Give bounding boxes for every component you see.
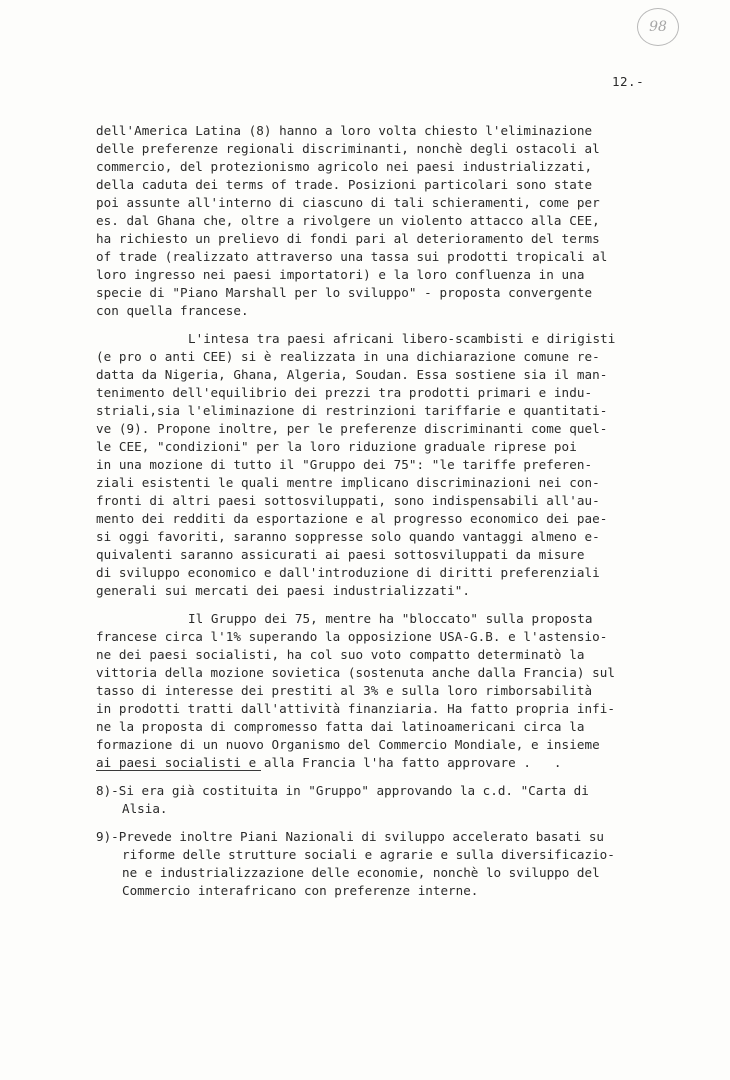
text-line: dell'America Latina (8) hanno a loro volta chiesto l'eliminazione xyxy=(96,123,593,138)
paragraph xyxy=(96,122,686,320)
body-text xyxy=(96,122,686,782)
text-line: datta da Nigeria, Ghana, Algeria, Soudan. Essa sostiene sia il man- xyxy=(96,367,608,382)
text-line: le CEE, "condizioni" per la loro riduzione graduale riprese poi xyxy=(96,439,577,454)
text-line: si oggi favoriti, saranno soppresse solo quando vantaggi almeno e- xyxy=(96,529,600,544)
text-line: ve (9). Propone inoltre, per le preferenze discriminanti come quel- xyxy=(96,421,608,436)
text-line: poi assunte all'interno di ciascuno di tali schieramenti, come per xyxy=(96,195,600,210)
footnote-line: 9)-Prevede inoltre Piani Nazionali di sviluppo accelerato basati su xyxy=(96,829,604,844)
text-line: (e pro o anti CEE) si è realizzata in una dichiarazione comune re- xyxy=(96,349,600,364)
text-line: L'intesa tra paesi africani libero-scambisti e dirigisti xyxy=(188,331,616,346)
text-line: es. dal Ghana che, oltre a rivolgere un violento attacco alla CEE, xyxy=(96,213,600,228)
archive-stamp: 98 xyxy=(637,8,679,46)
paragraph xyxy=(96,330,686,600)
text-line: fronti di altri paesi sottosviluppati, sono indispensabili all'au- xyxy=(96,493,600,508)
paragraph xyxy=(96,610,686,772)
text-line: striali,sia l'eliminazione di restrinzioni tariffarie e quantitati- xyxy=(96,403,608,418)
text-line: mento dei redditi da esportazione e al progresso economico dei pae- xyxy=(96,511,608,526)
text-line: ai paesi socialisti e alla Francia l'ha fatto approvare . . xyxy=(96,755,562,770)
text-line: tasso di interesse dei prestiti al 3% e sulla loro rimborsabilità xyxy=(96,683,593,698)
text-line: ne la proposta di compromesso fatta dai latinoamericani circa la xyxy=(96,719,585,734)
text-line: generali sui mercati dei paesi industrializzati". xyxy=(96,583,470,598)
footnote-line: ne e industrializzazione delle economie, nonchè lo sviluppo del xyxy=(122,865,600,880)
text-line: della caduta dei terms of trade. Posizioni particolari sono state xyxy=(96,177,593,192)
page-number: 12.- xyxy=(612,74,645,89)
text-line: ne dei paesi socialisti, ha col suo voto compatto determinatò la xyxy=(96,647,585,662)
footnote xyxy=(96,782,686,818)
footnote xyxy=(96,828,686,900)
text-line: in una mozione di tutto il "Gruppo dei 75": "le tariffe preferen- xyxy=(96,457,593,472)
text-line: in prodotti tratti dall'attività finanziaria. Ha fatto propria infi- xyxy=(96,701,615,716)
text-line: ziali esistenti le quali mentre implicano discriminazioni nei con- xyxy=(96,475,600,490)
footnote-line: 8)-Si era già costituita in "Gruppo" approvando la c.d. "Carta di xyxy=(96,783,589,798)
text-line: vittoria della mozione sovietica (sostenuta anche dalla Francia) sul xyxy=(96,665,615,680)
text-line: francese circa l'1% superando la opposizione USA-G.B. e l'astensio- xyxy=(96,629,608,644)
text-line: con quella francese. xyxy=(96,303,249,318)
text-line: delle preferenze regionali discriminanti, nonchè degli ostacoli al xyxy=(96,141,600,156)
footnote-divider xyxy=(96,770,261,771)
text-line: loro ingresso nei paesi importatori) e la loro confluenza in una xyxy=(96,267,585,282)
footnotes xyxy=(96,782,686,910)
text-line: of trade (realizzato attraverso una tassa sui prodotti tropicali al xyxy=(96,249,608,264)
footnote-line: riforme delle strutture sociali e agrarie e sulla diversificazio- xyxy=(122,847,615,862)
footnote-line: Commercio interafricano con preferenze interne. xyxy=(122,883,479,898)
text-line: formazione di un nuovo Organismo del Commercio Mondiale, e insieme xyxy=(96,737,600,752)
footnote-line: Alsia. xyxy=(122,801,168,816)
text-line: di sviluppo economico e dall'introduzione di diritti preferenziali xyxy=(96,565,600,580)
text-line: quivalenti saranno assicurati ai paesi sottosviluppati da misure xyxy=(96,547,585,562)
text-line: tenimento dell'equilibrio dei prezzi tra prodotti primari e indu- xyxy=(96,385,593,400)
text-line: Il Gruppo dei 75, mentre ha "bloccato" sulla proposta xyxy=(188,611,593,626)
text-line: specie di "Piano Marshall per lo sviluppo" - proposta convergente xyxy=(96,285,593,300)
text-line: ha richiesto un prelievo di fondi pari al deterioramento del terms xyxy=(96,231,600,246)
text-line: commercio, del protezionismo agricolo nei paesi industrializzati, xyxy=(96,159,593,174)
